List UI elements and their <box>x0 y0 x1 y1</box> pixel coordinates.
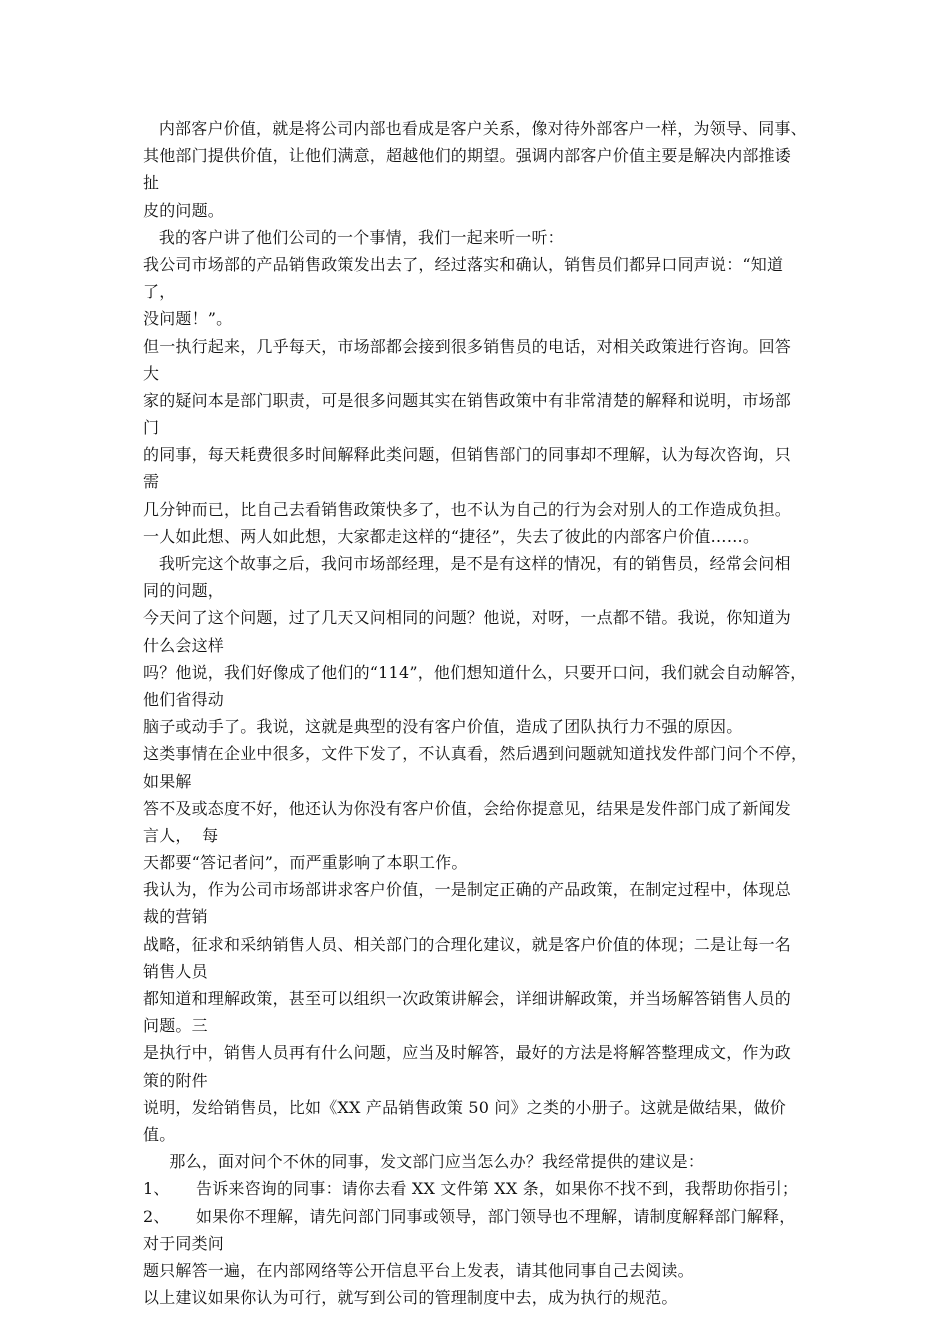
text-line: 题只解答一遍，在内部网络等公开信息平台上发表，请其他同事自己去阅读。 <box>143 1260 694 1280</box>
text-line: 了， <box>143 282 176 302</box>
text-line: 吗？他说，我们好像成了他们的“114”，他们想知道什么，只要开口问，我们就会自动解答， <box>143 662 807 682</box>
text-line: 没问题！”。 <box>143 309 233 329</box>
text-line: 我听完这个故事之后，我问市场部经理，是不是有这样的情况，有的销售员，经常会问相 <box>143 554 791 573</box>
text-line: 同的问题， <box>143 581 225 601</box>
text-line: 他们省得动 <box>143 689 225 709</box>
text-line: 我认为，作为公司市场部讲求客户价值，一是制定正确的产品政策，在制定过程中，体现总 <box>143 880 792 900</box>
text-line: 我公司市场部的产品销售政策发出去了，经过落实和确认，销售员们都异口同声说：“知道 <box>143 254 784 274</box>
text-line: 那么，面对问个不休的同事，发文部门应当怎么办？我经常提供的建议是： <box>143 1152 705 1172</box>
text-line: 其他部门提供价值，让他们满意，超越他们的期望。强调内部客户价值主要是解决内部推诿 <box>143 146 792 166</box>
text-line: 几分钟而已，比自己去看销售政策快多了，也不认为自己的行为会对别人的工作造成负担。 <box>143 499 792 519</box>
text-line: 答不及或态度不好，他还认为你没有客户价值，会给你提意见，结果是发件部门成了新闻发 <box>143 798 792 818</box>
document-body <box>143 115 823 1311</box>
text-line: 今天问了这个问题，过了几天又问相同的问题？他说，对呀，一点都不错。我说，你知道为 <box>143 608 792 628</box>
text-line: 策的附件 <box>143 1070 208 1090</box>
text-line: 天都要“答记者问”，而严重影响了本职工作。 <box>143 853 468 873</box>
text-line: 问题。三 <box>143 1016 208 1036</box>
text-line: 但一执行起来，几乎每天，市场部都会接到很多销售员的电话，对相关政策进行咨询。回答 <box>143 336 792 356</box>
text-line: 2、 如果你不理解，请先问部门同事或领导，部门领导也不理解，请制度解释部门解释， <box>143 1206 796 1226</box>
text-line: 销售人员 <box>143 961 208 981</box>
text-line: 对于同类问 <box>143 1233 225 1253</box>
text-line: 什么会这样 <box>143 635 225 655</box>
text-line: 家的疑问本是部门职责，可是很多问题其实在销售政策中有非常清楚的解释和说明，市场部 <box>143 390 792 410</box>
text-line: 我的客户讲了他们公司的一个事情，我们一起来听一听： <box>143 227 564 247</box>
text-line: 的同事，每天耗费很多时间解释此类问题，但销售部门的同事却不理解，认为每次咨询，只 <box>143 445 792 465</box>
text-line: 战略，征求和采纳销售人员、相关部门的合理化建议，就是客户价值的体现；二是让每一名 <box>143 934 792 954</box>
text-line: 皮的问题。 <box>143 200 225 220</box>
text-line: 这类事情在企业中很多，文件下发了，不认真看，然后遇到问题就知道找发件部门问个不停， <box>143 744 808 764</box>
text-line: 1、 告诉来咨询的同事：请你去看 XX 文件第 XX 条，如果你不找不到，我帮助你指引； <box>143 1179 799 1199</box>
text-line: 是执行中，销售人员再有什么问题，应当及时解答，最好的方法是将解答整理成文，作为政 <box>143 1043 792 1063</box>
text-line: 都知道和理解政策，甚至可以组织一次政策讲解会，详细讲解政策，并当场解答销售人员的 <box>143 989 792 1008</box>
text-line: 如果解 <box>143 771 192 791</box>
text-line: 扯 <box>143 173 160 193</box>
text-line: 脑子或动手了。我说，这就是典型的没有客户价值，造成了团队执行力不强的原因。 <box>143 717 743 737</box>
text-line: 需 <box>143 472 160 492</box>
text-line: 说明，发给销售员，比如《XX 产品销售政策 50 问》之类的小册子。这就是做结果，做价 <box>143 1097 786 1117</box>
text-line: 一人如此想、两人如此想，大家都走这样的“捷径”，失去了彼此的内部客户价值……。 <box>143 526 760 546</box>
text-line: 值。 <box>143 1124 176 1144</box>
text-line: 大 <box>143 363 160 383</box>
text-line: 裁的营销 <box>143 907 208 927</box>
text-line: 言人， 每 <box>143 825 219 845</box>
text-line: 内部客户价值，就是将公司内部也看成是客户关系，像对待外部客户一样，为领导、同事、 <box>143 119 807 138</box>
text-line: 门 <box>143 418 160 438</box>
text-line: 以上建议如果你认为可行，就写到公司的管理制度中去，成为执行的规范。 <box>143 1288 678 1308</box>
